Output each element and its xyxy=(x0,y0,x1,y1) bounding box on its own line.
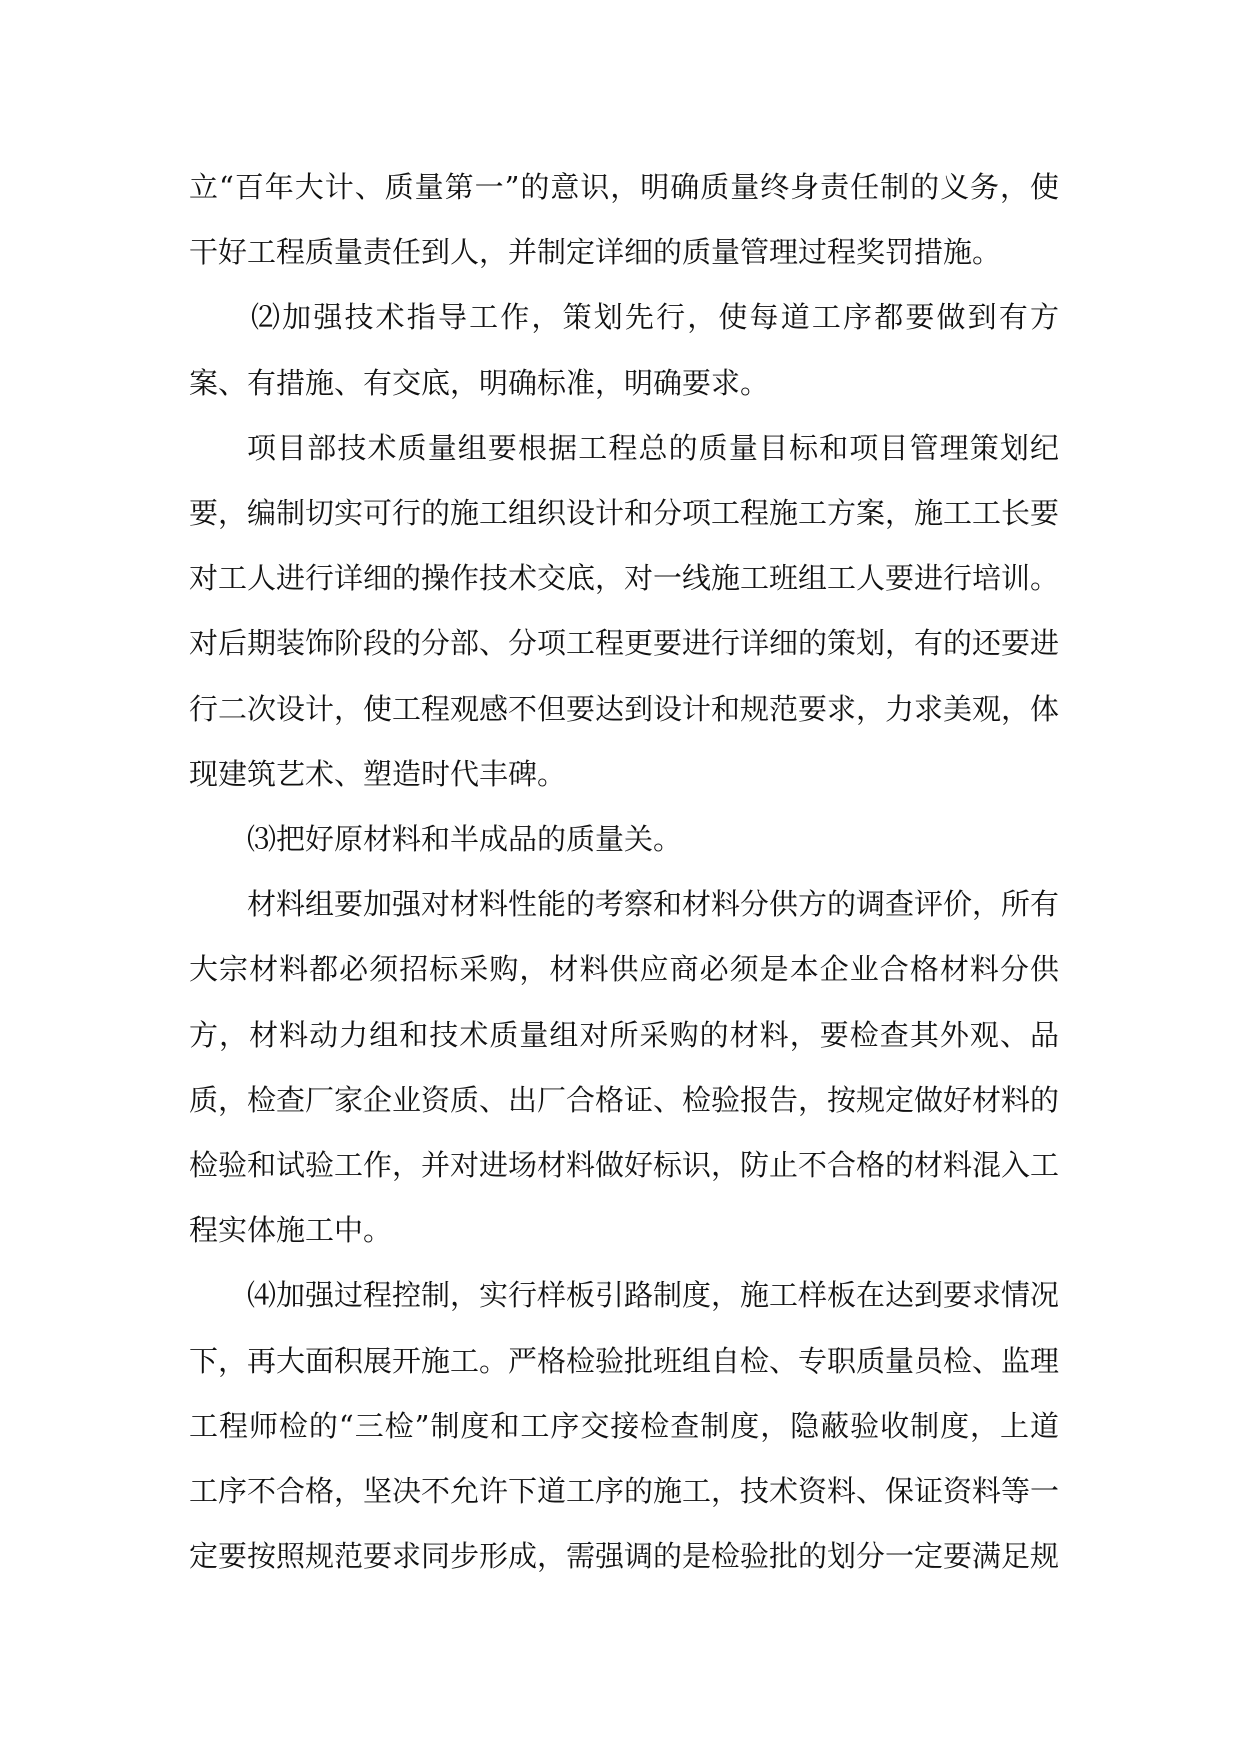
paragraph-item-3: ⑶把好原材料和半成品的质量关。 xyxy=(247,822,683,857)
paragraph-materials: 材料组要加强对材料性能的考察和材料分供方的调查评价，所有大宗材料都必须招标采购，材料供应商必须是本企业合格材料分供方，材料动力组和技术质量组对所采购的材料，要检查其外观、品质，检查厂家企业资质、出厂合格证、检验报告，按规定做好材料的检验和试验工作，并对进场材料做好标识，防止不合格的材料混入工程实体施工中。 xyxy=(189,887,1060,1248)
document-body xyxy=(189,155,1059,1589)
paragraph-technical-planning: 项目部技术质量组要根据工程总的质量目标和项目管理策划纪要，编制切实可行的施工组织设计和分项工程施工方案，施工工长要对工人进行详细的操作技术交底，对一线施工班组工人要进行培训。对后期装饰阶段的分部、分项工程更要进行详细的策划，有的还要进行二次设计，使工程观感不但要达到设计和规范要求，力求美观，体现建筑艺术、塑造时代丰碑。 xyxy=(189,430,1060,791)
paragraph-item-2: ⑵加强技术指导工作，策划先行，使每道工序都要做到有方案、有措施、有交底，明确标准，明确要求。 xyxy=(189,300,1059,400)
paragraph-continuation: 立“百年大计、质量第一”的意识，明确质量终身责任制的义务，使干好工程质量责任到人，并制定详细的质量管理过程奖罚措施。 xyxy=(189,170,1059,270)
paragraph-item-4: ⑷加强过程控制，实行样板引路制度，施工样板在达到要求情况下，再大面积展开施工。严格检验批班组自检、专职质量员检、监理工程师检的“三检”制度和工序交接检查制度，隐蔽验收制度，上道工序不合格，坚决不允许下道工序的施工，技术资料、保证资料等一定要按照规范要求同步形成，需强调的是检验批的划分一定要满足规 xyxy=(189,1278,1060,1574)
